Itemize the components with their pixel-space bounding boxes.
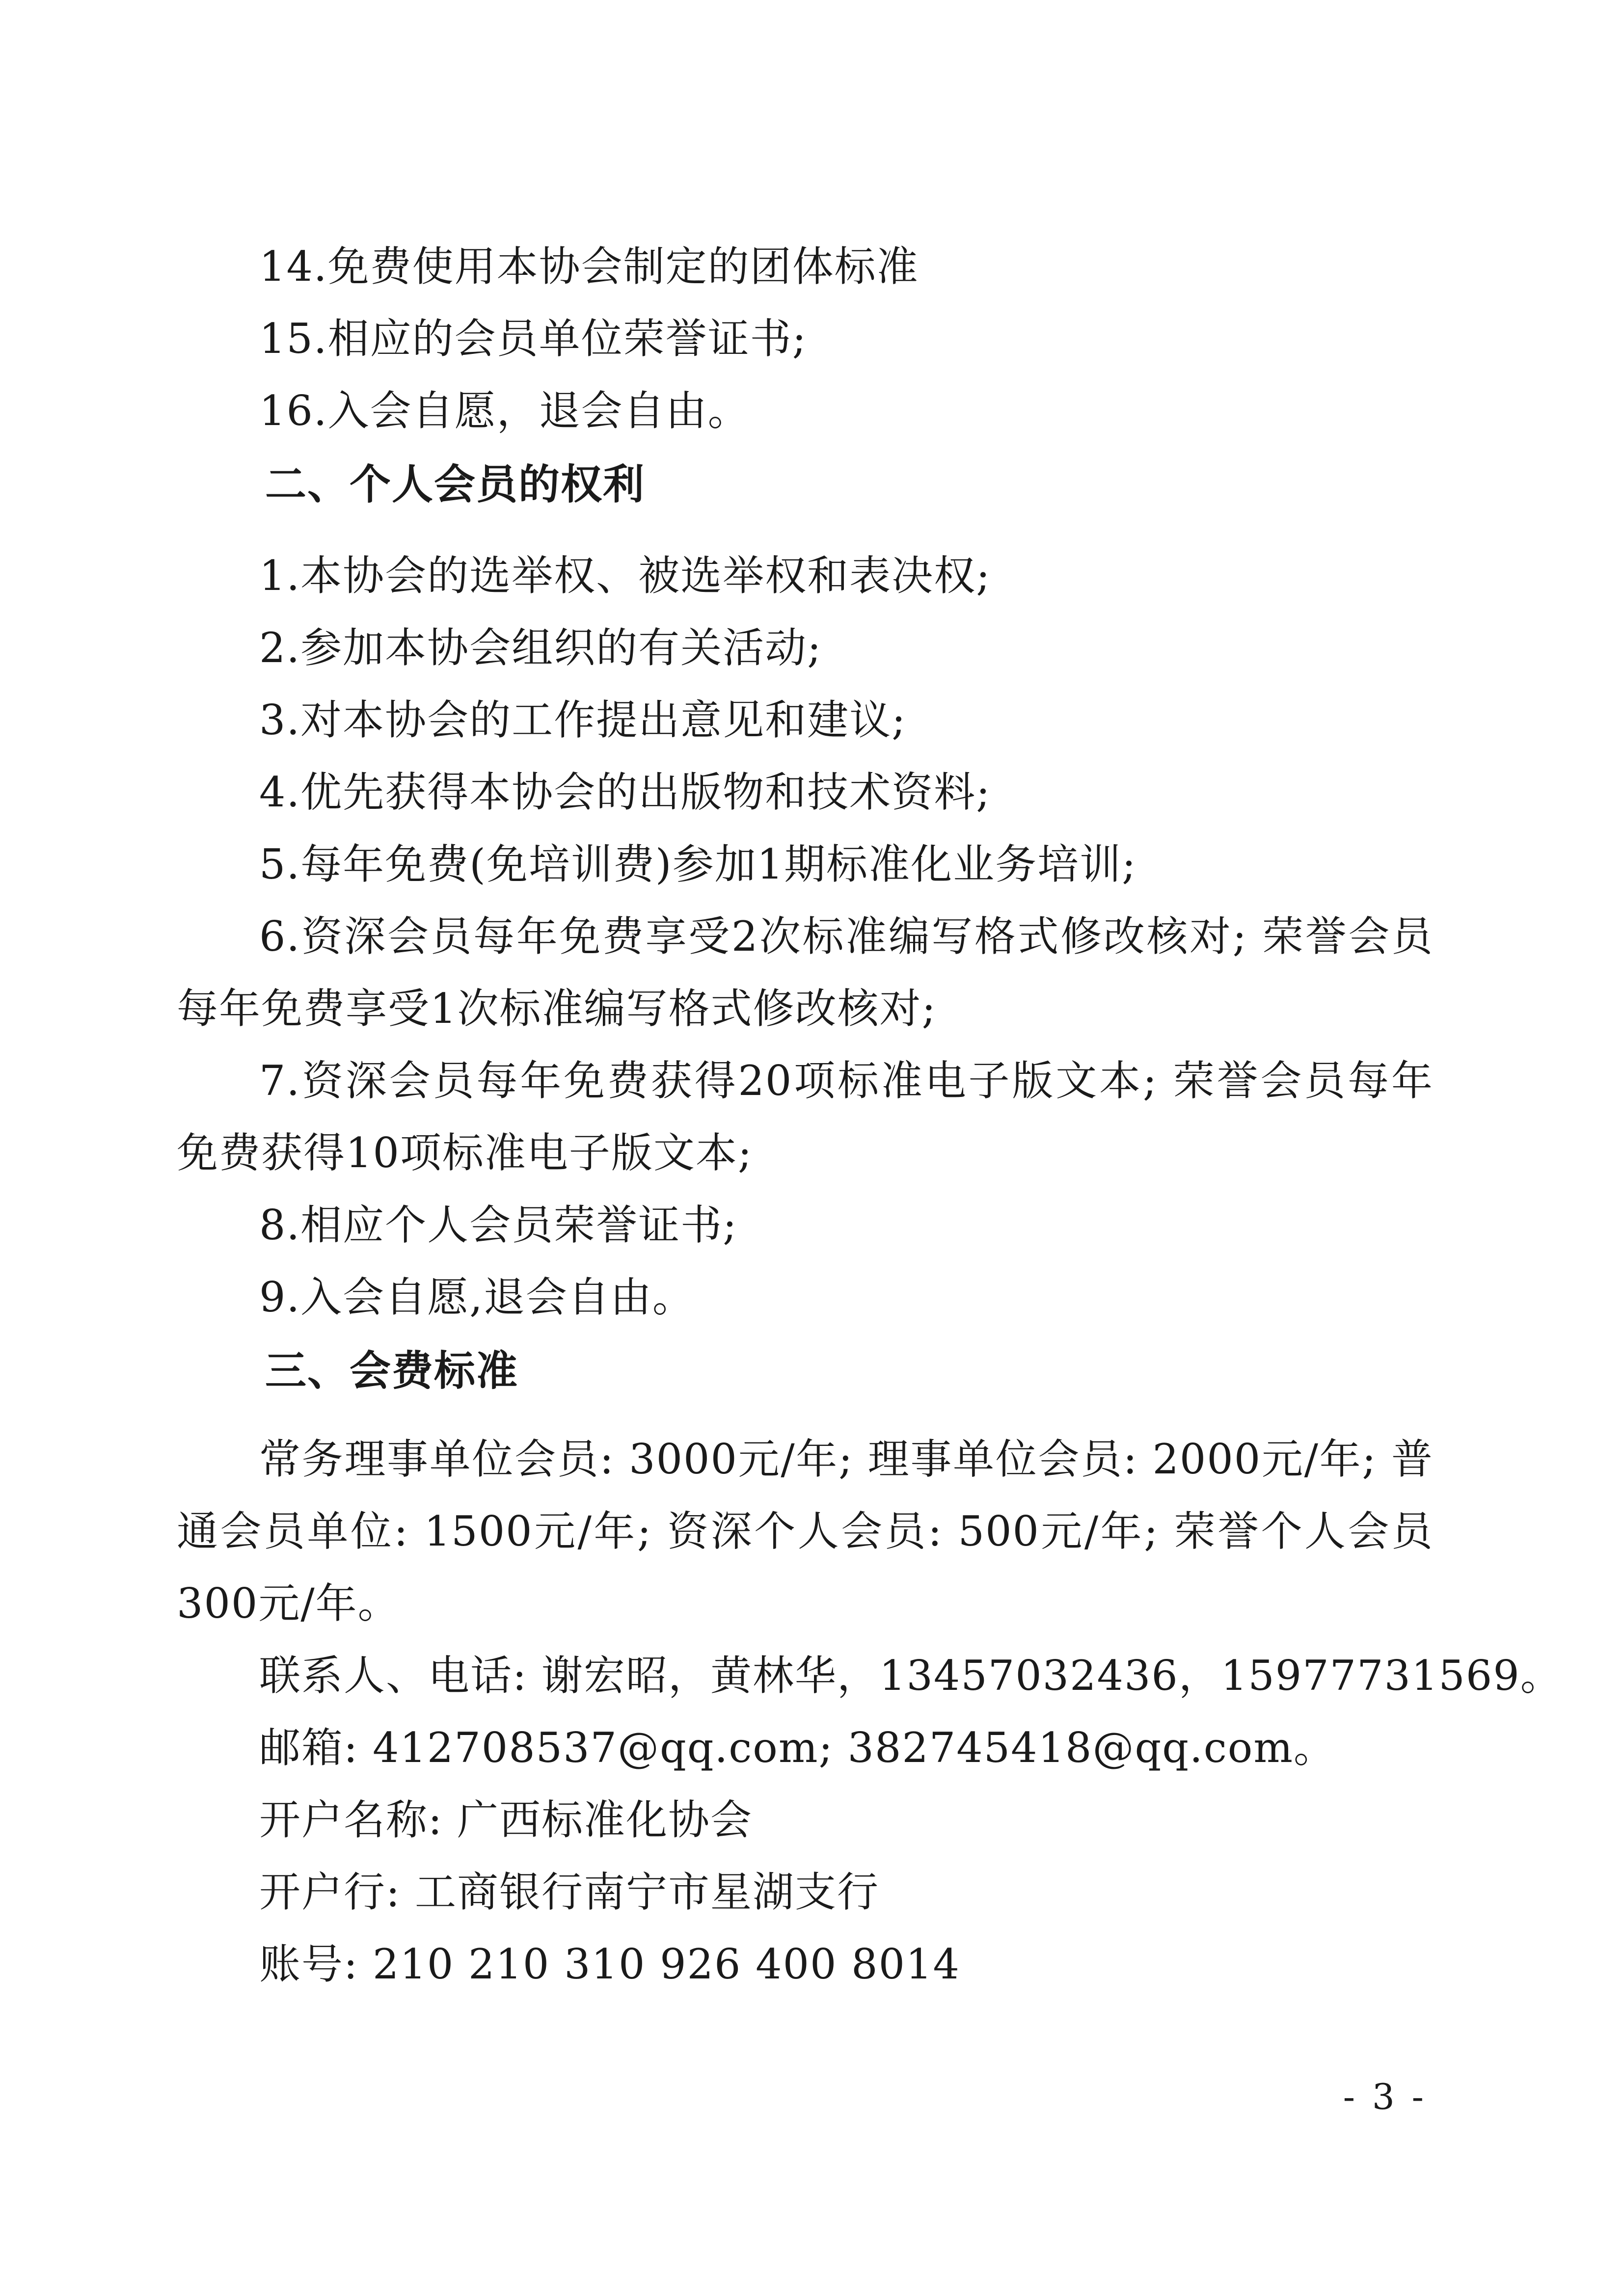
personal-right-item: 3.对本协会的工作提出意见和建议;: [259, 696, 907, 744]
unit-right-item: 14.免费使用本协会制定的团体标准: [259, 242, 919, 291]
page-number: - 3 -: [1343, 2076, 1427, 2117]
personal-right-item: 4.优先获得本协会的出版物和技术资料;: [259, 768, 991, 816]
unit-right-item: 16.入会自愿，退会自由。: [259, 387, 750, 435]
account-number: 账号: 210 210 310 926 400 8014: [259, 1940, 960, 1988]
contact-info: 联系人、电话: 谢宏昭，黄林华，13457032436，15977731569。: [259, 1652, 1563, 1700]
personal-right-item: 1.本协会的选举权、被选举权和表决权;: [259, 552, 991, 600]
section-heading-personal-rights: 二、个人会员的权利: [265, 460, 646, 508]
personal-right-item: 5.每年免费(免培训费)参加1期标准化业务培训;: [259, 840, 1137, 888]
personal-right-item: 9.入会自愿,退会自由。: [259, 1273, 695, 1321]
section-heading-fees: 三、会费标准: [265, 1347, 519, 1395]
fee-standard-text: 常务理事单位会员: 3000元/年; 理事单位会员: 2000元/年; 普通会员单位: 1500元/年; 资深个人会员: 500元/年; 荣誉个人会员300元/年。: [177, 1435, 1434, 1628]
unit-right-item: 15.相应的会员单位荣誉证书;: [259, 315, 807, 363]
personal-right-item: 8.相应个人会员荣誉证书;: [259, 1201, 738, 1249]
bank-name: 开户行: 工商银行南宁市星湖支行: [259, 1868, 880, 1916]
personal-right-item: 7.资深会员每年免费获得20项标准电子版文本; 荣誉会员每年免费获得10项标准电子版文本;: [177, 1057, 1434, 1177]
personal-right-item: 6.资深会员每年免费享受2次标准编写格式修改核对; 荣誉会员每年免费享受1次标准编写格式修改核对;: [177, 912, 1434, 1033]
account-name: 开户名称: 广西标准化协会: [259, 1796, 753, 1844]
email-info: 邮箱: 412708537@qq.com; 382745418@qq.com。: [259, 1724, 1336, 1772]
personal-right-item: 2.参加本协会组织的有关活动;: [259, 624, 822, 672]
